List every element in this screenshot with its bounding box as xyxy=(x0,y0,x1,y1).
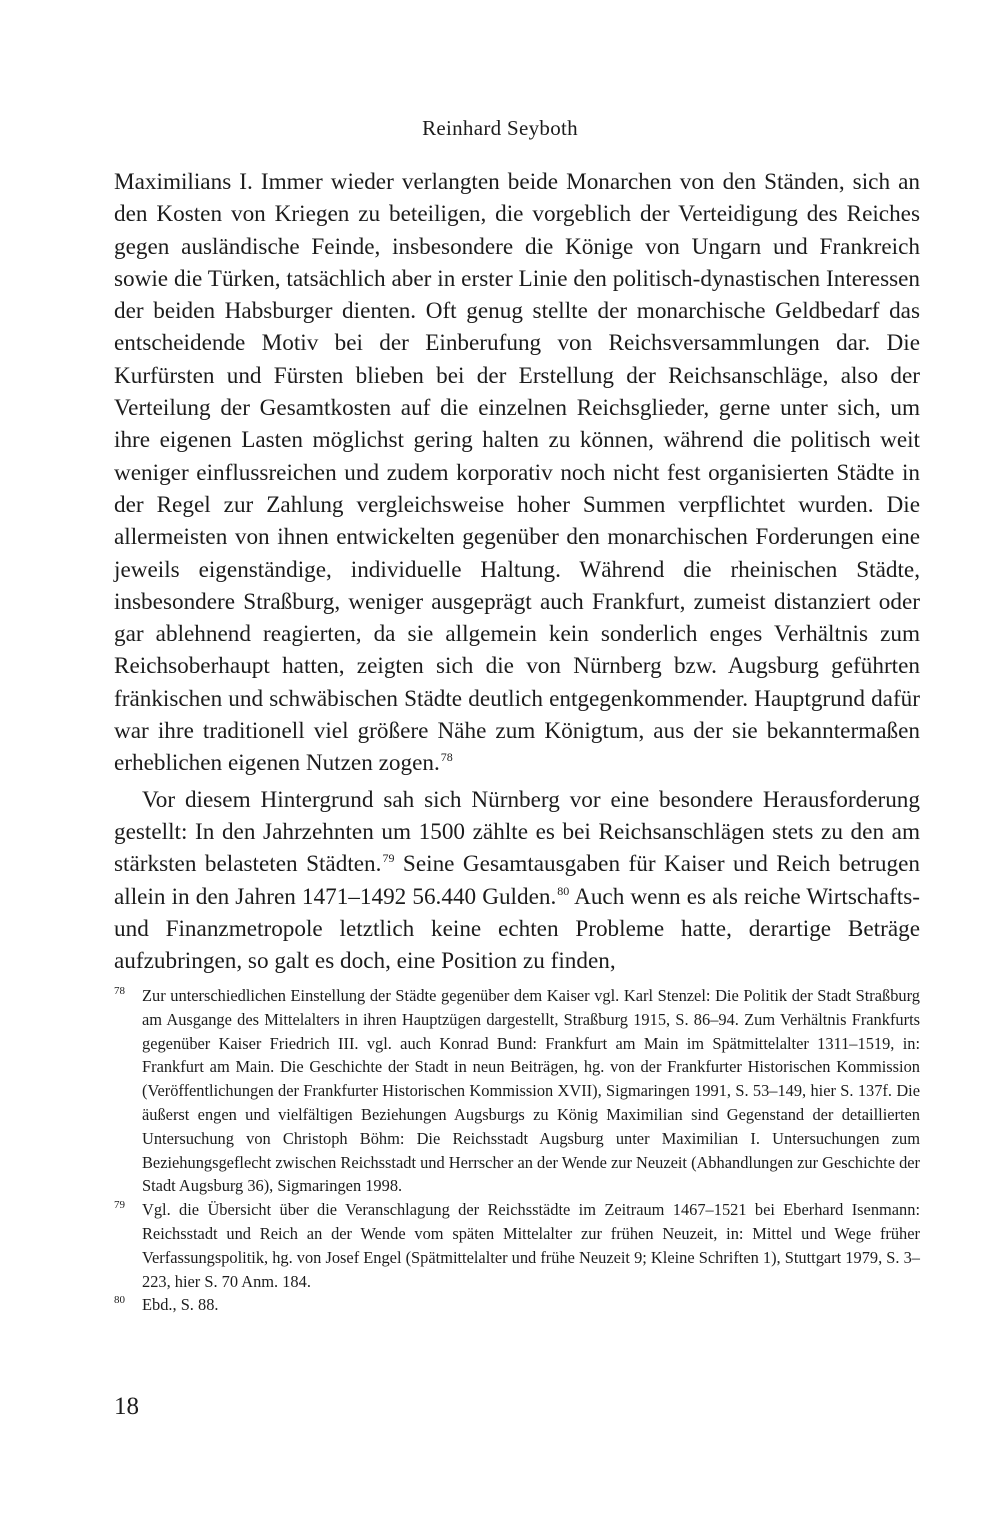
footnote-text: Vgl. die Übersicht über die Veranschlagung der Reichsstädte im Zeitraum 1467–1521 bei Eberhard Isenmann: Reichsstadt und Reich an der Wende vom späten Mittelalter zur frühen Neuzeit, in: Mittel und Wege früher Verfassungspolitik, hg. von Josef Engel (Spätmittelalter und frühe Neuzeit 9; Kleine Schriften 1), Stuttgart 1979, S. 3–223, hier S. 70 Anm. 184. xyxy=(142,1200,920,1291)
footnote-80 xyxy=(114,1293,920,1317)
paragraph-1-text: Maximilians I. Immer wieder verlangten beide Monarchen von den Ständen, sich an den Kosten von Kriegen zu beteiligen, die vorgeblich der Verteidigung des Reiches gegen ausländische Feinde, insbesondere die Könige von Ungarn und Frankreich sowie die Türken, tatsächlich aber in erster Linie den politisch-dynastischen Interessen der beiden Habsburger dienten. Oft genug stellte der monarchische Geldbedarf das entscheidende Motiv bei der Einberufung von Reichsversammlungen dar. Die Kurfürsten und Fürsten blieben bei der Erstellung der Reichsanschläge, also der Verteilung der Gesamtkosten auf die einzelnen Reichsglieder, gerne unter sich, um ihre eigenen Lasten möglichst gering halten zu können, während die politisch weit weniger einflussreichen und zudem korporativ noch nicht fest organisierten Städte in der Regel zur Zahlung vergleichsweise hoher Summen verpflichtet wurden. Die allermeisten von ihnen entwickelten gegenüber den monarchischen Forderungen eine jeweils eigenständige, individuelle Haltung. Während die rheinischen Städte, insbesondere Straßburg, weniger ausgeprägt auch Frankfurt, zumeist distanziert oder gar ablehnend reagierten, da sie allgemein kein sonderlich enges Verhältnis zum Reichsoberhaupt hatten, zeigten sich die von Nürnberg bzw. Augsburg geführten fränkischen und schwäbischen Städte deutlich entgegenkommender. Hauptgrund dafür war ihre traditionell viel größere Nähe zum Königtum, aus der sie bekanntermaßen erheblichen eigenen Nutzen zogen. xyxy=(114,169,920,777)
footnote-ref-78[interactable]: 78 xyxy=(440,750,453,765)
footnote-number: 79 xyxy=(114,1199,125,1212)
footnote-number: 80 xyxy=(114,1294,125,1307)
page-number: 18 xyxy=(114,1393,139,1420)
paragraph-2-text-part3: Auch wenn es als reiche Wirtschafts- und Finanzmetropole letztlich keine echten Probleme hatte, derartige Beträge aufzubringen, so galt es doch, eine Position zu finden, xyxy=(114,883,920,975)
footnote-79 xyxy=(114,1198,920,1293)
running-head: Reinhard Seyboth xyxy=(422,116,578,140)
footnote-text: Ebd., S. 88. xyxy=(142,1295,219,1315)
paragraph-2 xyxy=(114,784,920,978)
main-text xyxy=(114,166,920,977)
footnote-ref-79[interactable]: 79 xyxy=(382,851,395,866)
paragraph-2-text-part2: Seine Gesamtausgaben für Kaiser und Reich betrugen allein in den Jahren 1471–1492 56.440 Gulden. xyxy=(114,851,920,910)
footnote-78 xyxy=(114,984,920,1198)
paragraph-2-text-part1: Vor diesem Hintergrund sah sich Nürnberg vor eine besondere Herausforderung gestellt: In den Jahrzehnten um 1500 zählte es bei Reichsanschlägen stets zu den am stärksten belasteten Städten. xyxy=(114,786,920,878)
footnotes xyxy=(114,984,920,1317)
footnote-text: Zur unterschiedlichen Einstellung der Städte gegenüber dem Kaiser vgl. Karl Stenzel: Die Politik der Stadt Straßburg am Ausgange des Mittelalters in ihren Hauptzügen dargestellt, Straßburg 1915, S. 86–94. Zum Verhältnis Frankfurts gegenüber Kaiser Friedrich III. vgl. auch Konrad Bund: Frankfurt am Main im Spätmittelalter 1311–1519, in: Frankfurt am Main. Die Geschichte der Stadt in neun Beiträgen, hg. von der Frankfurter Historischen Kommission (Veröffentlichungen der Frankfurter Historischen Kommission XVII), Sigmaringen 1991, S. 53–149, hier S. 137f. Die äußerst engen und vielfältigen Beziehungen Augsburgs zu König Maximilian sind Gegenstand der detaillierten Untersuchung von Christoph Böhm: Die Reichsstadt Augsburg unter Maximilian I. Untersuchungen zum Beziehungsgeflecht zwischen Reichsstadt und Herrscher an der Wende zur Neuzeit (Abhandlungen zur Geschichte der Stadt Augsburg 36), Sigmaringen 1998. xyxy=(142,986,920,1196)
footnote-number: 78 xyxy=(114,985,125,997)
paragraph-1 xyxy=(114,166,920,780)
footnote-ref-80[interactable]: 80 xyxy=(557,883,570,898)
